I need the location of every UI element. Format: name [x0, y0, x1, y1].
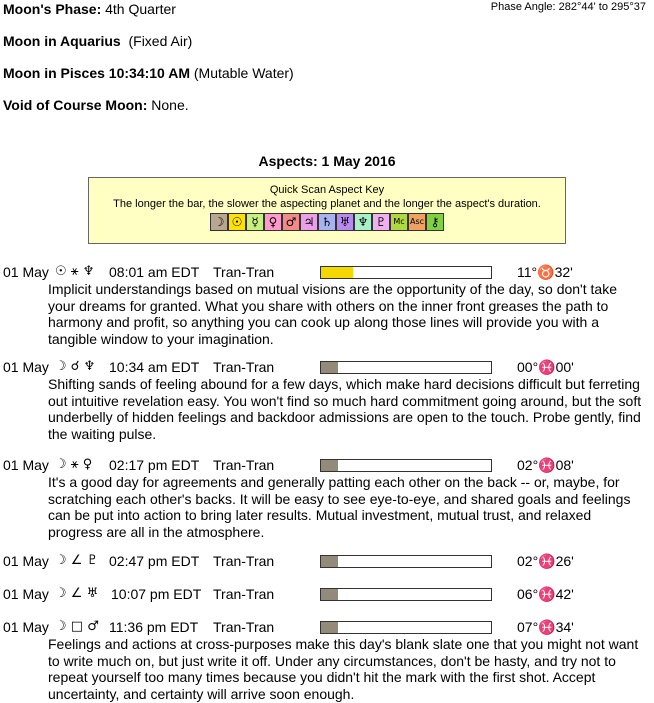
aspect-type: Tran-Tran	[213, 586, 275, 602]
aspect-header-row	[3, 553, 651, 570]
aspect-duration-fill	[321, 556, 338, 567]
saturn-icon: ♄	[318, 213, 336, 231]
aspect-duration-fill	[321, 267, 353, 278]
aspect-degree: 11°♉32'	[517, 264, 573, 280]
neptune-icon: ♆	[354, 213, 372, 231]
aspect-duration-bar	[320, 621, 492, 634]
moon-phase-value: 4th Quarter	[105, 1, 176, 17]
aspect-entry	[3, 553, 651, 570]
aspect-type: Tran-Tran	[213, 619, 275, 635]
aspect-time: 11:36 pm EDT	[109, 619, 199, 635]
aspects-title: Aspects: 1 May 2016	[258, 153, 396, 169]
aspect-header-row	[3, 359, 651, 376]
aspect-duration-fill	[321, 589, 338, 600]
chiron-icon: ⚷	[426, 213, 444, 231]
aspect-symbols: ☉ ⚹ ♆	[55, 264, 95, 279]
aspect-time: 08:01 am EDT	[109, 264, 200, 280]
void-of-course-value: None.	[151, 97, 189, 113]
aspect-entry	[3, 457, 651, 540]
aspect-date: 01 May	[3, 359, 49, 375]
aspect-symbols: ☽ ∠ ♇	[55, 553, 99, 568]
aspect-duration-fill	[321, 362, 338, 373]
mars-icon: ♂	[282, 213, 300, 231]
moon-sign-label-1: Moon in Aquarius	[3, 33, 121, 49]
aspect-description: It's a good day for agreements and generally patting each other on the back -- or, maybe, for scratching each other's backs. It will be easy to see eye-to-eye, and shared goals and feelings can be put into action to bring later results. Mutual investment, mutual trust, and relaxed progress are all in the atmosphere.	[48, 474, 631, 540]
aspect-type: Tran-Tran	[213, 359, 275, 375]
aspect-entry	[3, 264, 651, 347]
uranus-icon: ♅	[336, 213, 354, 231]
venus-icon: ♀	[264, 213, 282, 231]
moon-sign-line-1	[3, 33, 192, 49]
moon-phase-label: Moon's Phase:	[3, 1, 102, 17]
void-of-course-line	[3, 97, 189, 113]
moon-sign-value-1: (Fixed Air)	[128, 33, 193, 49]
phase-angle: Phase Angle: 282°44' to 295°37	[490, 1, 646, 13]
moon-sign-line-2	[3, 65, 294, 81]
aspect-time: 02:47 pm EDT	[109, 553, 200, 569]
aspect-duration-bar	[320, 266, 492, 279]
planet-glyph-row	[89, 213, 565, 231]
aspect-header-row	[3, 586, 651, 603]
aspect-header-row	[3, 264, 651, 281]
pluto-icon: ♇	[372, 213, 390, 231]
aspect-duration-bar	[320, 588, 492, 601]
aspect-date: 01 May	[3, 619, 49, 635]
aspect-time: 10:07 pm EDT	[111, 586, 202, 602]
aspect-symbols: ☽ ☌ ♆	[55, 359, 96, 374]
aspect-symbols: ☽ ∠ ♅	[55, 586, 99, 601]
aspect-degree: 02°♓26'	[517, 553, 574, 569]
moon-sign-value-2: (Mutable Water)	[193, 65, 294, 81]
aspect-duration-bar	[320, 361, 492, 374]
aspect-key-box	[88, 177, 566, 244]
aspect-date: 01 May	[3, 586, 49, 602]
jupiter-icon: ♃	[300, 213, 318, 231]
ascendant-icon: Asc	[408, 213, 426, 231]
aspect-description: Implicit understandings based on mutual visions are the opportunity of the day, so don't take your dreams for granted. What you share with others on the inner front greases the path to harmony and profit, so anything you can cook up along those lines will provide you with a tangible window to your imagination.	[48, 281, 617, 347]
aspect-description: Shifting sands of feeling abound for a few days, which make hard decisions difficult but ferreting out intuitive revelation easy. You won't find so much hard commitment going around, but the soft underbelly of hidden feelings and backdoor admissions are open to the touch. Probe gently, find the waiting pulse.	[48, 376, 642, 442]
aspect-date: 01 May	[3, 457, 49, 473]
aspect-header-row	[3, 619, 651, 636]
aspect-entry	[3, 586, 651, 603]
aspect-duration-fill	[321, 460, 338, 471]
moon-icon: ☽	[210, 213, 228, 231]
aspect-type: Tran-Tran	[213, 457, 275, 473]
aspect-duration-bar	[320, 555, 492, 568]
moon-sign-label-2: Moon in Pisces 10:34:10 AM	[3, 65, 190, 81]
aspect-date: 01 May	[3, 264, 49, 280]
aspect-symbols: ☽ ⚹ ♀	[55, 457, 93, 472]
aspect-degree: 07°♓34'	[517, 619, 574, 635]
aspect-degree: 02°♓08'	[517, 457, 574, 473]
void-of-course-label: Void of Course Moon:	[3, 97, 148, 113]
aspect-key-title: Quick Scan Aspect Key	[269, 184, 385, 196]
aspect-type: Tran-Tran	[213, 264, 275, 280]
aspect-time: 10:34 am EDT	[109, 359, 200, 375]
aspect-entry	[3, 359, 651, 442]
aspect-key-description: The longer the bar, the slower the aspecting planet and the longer the aspect's duration.	[113, 198, 541, 210]
aspect-description: Feelings and actions at cross-purposes make this day's blank slate one that you might not want to write much on, but just write it off. Under any circumstances, don't be hasty, and try not to repeat yourself too many times because you didn't hit the mark with the first shot. Accept uncertainty, and certainty will arrive soon enough.	[48, 636, 639, 702]
aspect-symbols: ☽ □ ♂	[55, 619, 99, 634]
sun-icon: ☉	[228, 213, 246, 231]
aspect-header-row	[3, 457, 651, 474]
midheaven-icon: Mc	[390, 213, 408, 231]
aspect-duration-bar	[320, 459, 492, 472]
aspect-type: Tran-Tran	[213, 553, 275, 569]
aspect-time: 02:17 pm EDT	[109, 457, 200, 473]
moon-phase-line	[3, 1, 176, 17]
aspect-degree: 06°♓42'	[517, 586, 574, 602]
aspect-date: 01 May	[3, 553, 49, 569]
mercury-icon: ☿	[246, 213, 264, 231]
aspect-duration-fill	[321, 622, 338, 633]
aspect-entry	[3, 619, 651, 702]
aspect-degree: 00°♓00'	[517, 359, 574, 375]
